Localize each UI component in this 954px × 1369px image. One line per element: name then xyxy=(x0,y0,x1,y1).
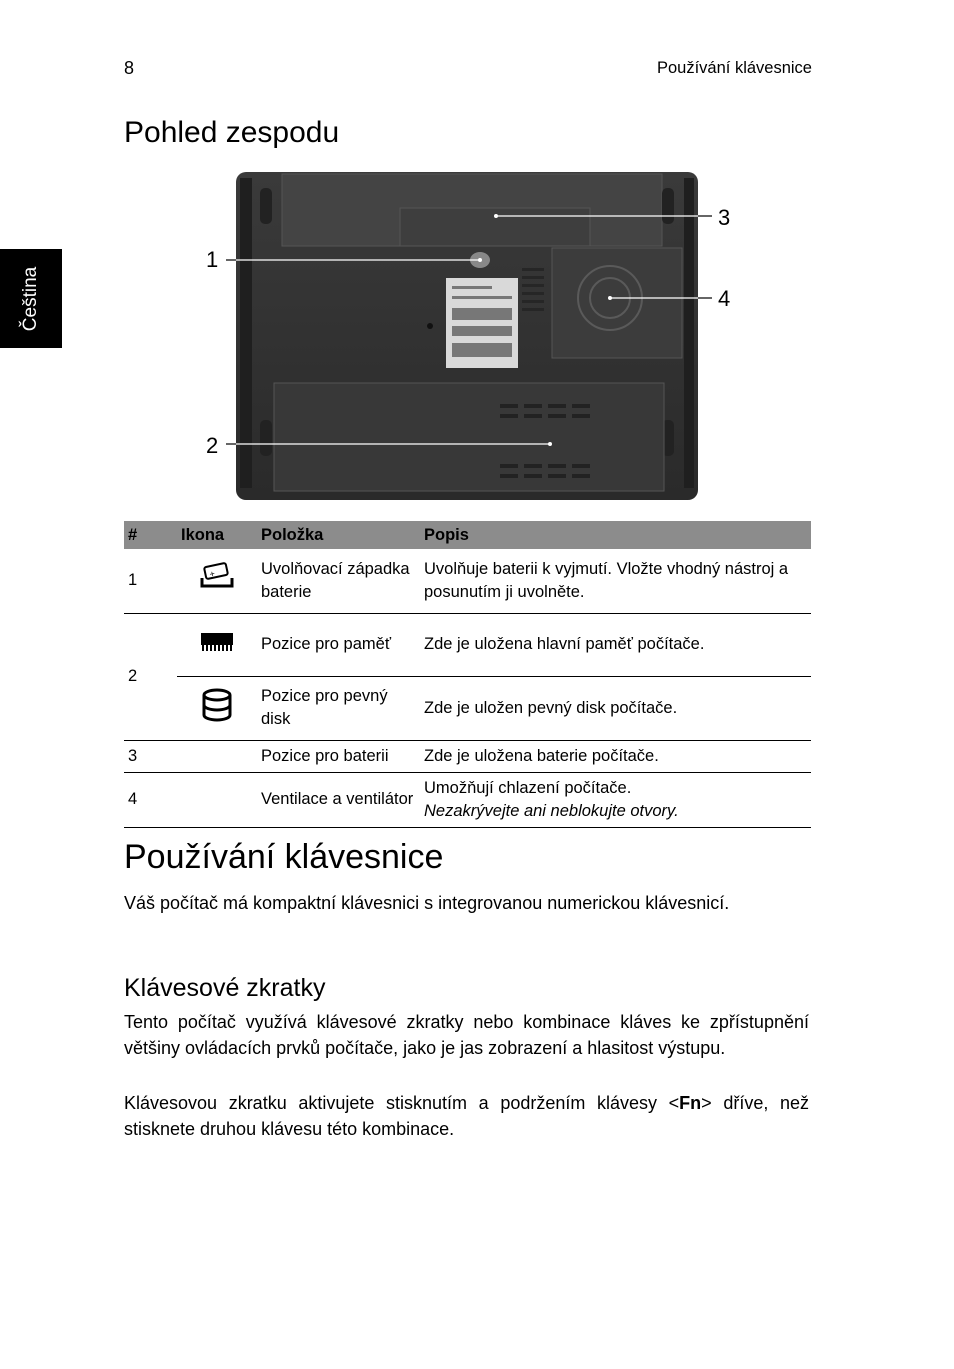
header-icon: Ikona xyxy=(177,521,257,549)
table-row xyxy=(124,676,811,740)
table-row xyxy=(124,772,811,827)
keyboard-intro: Váš počítač má kompaktní klávesnici s integrovanou numerickou klávesnicí. xyxy=(124,893,730,913)
svg-text:+: + xyxy=(208,568,216,580)
laptop-bottom-illustration xyxy=(200,168,740,508)
header-item: Položka xyxy=(257,521,420,549)
row-item: Pozice pro pevný disk xyxy=(257,676,420,740)
header-number: # xyxy=(124,521,177,549)
row-item: Pozice pro baterii xyxy=(257,740,420,772)
page-number: 8 xyxy=(124,58,135,78)
row-number: 2 xyxy=(124,613,177,740)
bottom-components-table xyxy=(124,521,811,828)
fn-key: Fn xyxy=(679,1093,702,1113)
section-title-bottom-view: Pohled zespodu xyxy=(124,116,340,149)
section-title-shortcuts: Klávesové zkratky xyxy=(124,974,326,1002)
row-description: Zde je uložena hlavní paměť počítače. xyxy=(420,613,811,676)
header-description: Popis xyxy=(420,521,811,549)
fan-vent-area xyxy=(552,248,682,358)
row-description: Zde je uložen pevný disk počítače. xyxy=(420,676,811,740)
row-description xyxy=(420,772,811,827)
row-number: 3 xyxy=(124,740,177,772)
row-item: Pozice pro paměť xyxy=(257,613,420,676)
language-tab-label: Čeština xyxy=(20,266,41,332)
running-title: Používání klávesnice xyxy=(656,59,812,77)
row-number: 4 xyxy=(124,772,177,827)
para2-text-after: > dříve, než stisknete druhou klávesu této kombinace. xyxy=(124,1093,809,1139)
hard-disk-icon xyxy=(177,676,257,740)
table-row xyxy=(124,740,811,772)
row-description: Zde je uložena baterie počítače. xyxy=(420,740,811,772)
table-header-row xyxy=(124,521,811,549)
row-description: Uvolňuje baterii k vyjmutí. Vložte vhodný nástroj a posunutím ji uvolněte. xyxy=(420,549,811,613)
row-description-main: Umožňují chlazení počítače. xyxy=(424,778,632,797)
memory-icon xyxy=(177,613,257,676)
shortcuts-paragraph-2 xyxy=(124,1090,809,1142)
para2-text-before: Klávesovou zkratku aktivujete stisknutím a podržením klávesy < xyxy=(124,1093,680,1113)
battery-release-icon xyxy=(177,549,257,613)
callout-3-label: 3 xyxy=(718,205,731,230)
table-row xyxy=(124,613,811,676)
laptop-bottom-figure xyxy=(200,168,740,508)
shortcuts-paragraph-1: Tento počítač využívá klávesové zkratky nebo kombinace kláves ke zpřístupnění většiny ovládacích prvků počítače, jako je jas zobrazení a hlasitost výstupu. xyxy=(124,1012,809,1058)
callout-2-label: 2 xyxy=(206,433,219,458)
table-row xyxy=(124,549,811,613)
section-title-keyboard: Používání klávesnice xyxy=(124,838,444,876)
callout-4-label: 4 xyxy=(718,286,731,311)
row-item: Ventilace a ventilátor xyxy=(257,772,420,827)
row-number: 1 xyxy=(124,549,177,613)
row-icon-empty xyxy=(177,772,257,827)
row-item: Uvolňovací západka baterie xyxy=(257,549,420,613)
language-tab xyxy=(0,249,62,348)
row-icon-empty xyxy=(177,740,257,772)
row-description-warning: Nezakrývejte ani neblokujte otvory. xyxy=(424,801,679,820)
callout-1-label: 1 xyxy=(206,247,219,272)
memory-hdd-cover xyxy=(274,383,664,491)
